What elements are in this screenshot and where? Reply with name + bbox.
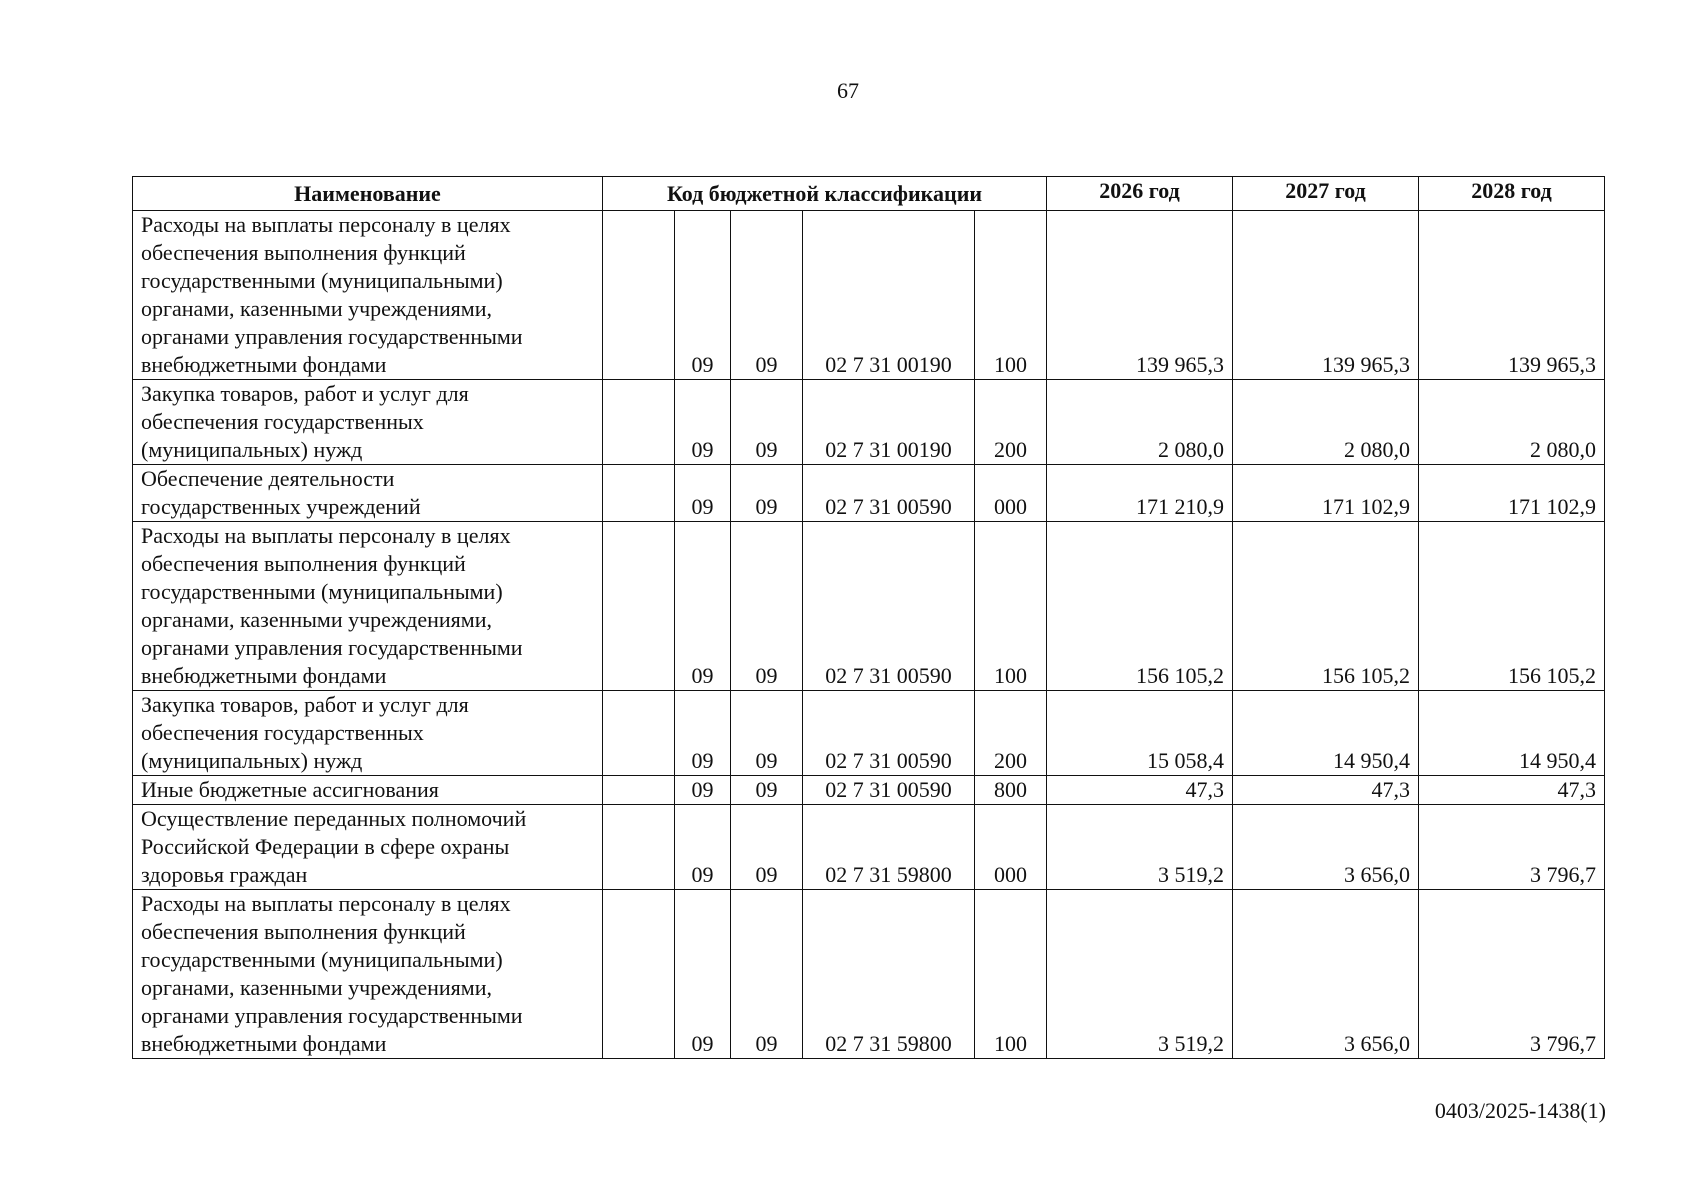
budget-table [132,176,1605,1059]
target-article-code: 02 7 31 59800 [803,805,975,890]
table-header [133,177,1605,211]
amount-2028: 139 965,3 [1419,211,1605,380]
table-row [133,890,1605,1059]
row-name-line: внебюджетными фондами [141,352,387,377]
amount-2026: 47,3 [1047,776,1233,805]
row-name-line: органами, казенными учреждениями, [141,607,492,632]
row-name-line: внебюджетными фондами [141,1031,387,1056]
section-code: 09 [675,805,731,890]
row-name-line: государственных учреждений [141,494,421,519]
row-name-line: государственными (муниципальными) [141,947,503,972]
amount-2027: 171 102,9 [1233,465,1419,522]
header-2028: 2028 год [1419,177,1605,211]
row-name [133,890,603,1059]
row-name-line: государственными (муниципальными) [141,268,503,293]
row-name-line: органами управления государственными [141,324,523,349]
row-name-line: обеспечения выполнения функций [141,919,466,944]
section-code: 09 [675,522,731,691]
section-code: 09 [675,211,731,380]
blank-cell [603,211,675,380]
section-code: 09 [675,776,731,805]
row-name-line: органами управления государственными [141,635,523,660]
row-name-line: (муниципальных) нужд [141,748,363,773]
blank-cell [603,890,675,1059]
row-name-line: обеспечения государственных [141,409,424,434]
amount-2026: 3 519,2 [1047,805,1233,890]
row-name-line: обеспечения выполнения функций [141,240,466,265]
amount-2026: 171 210,9 [1047,465,1233,522]
blank-cell [603,380,675,465]
row-name [133,465,603,522]
page-number: 67 [837,78,859,103]
expense-type-code: 100 [975,211,1047,380]
row-name-line: (муниципальных) нужд [141,437,363,462]
table-row [133,776,1605,805]
row-name-line: здоровья граждан [141,862,308,887]
row-name [133,380,603,465]
amount-2028: 2 080,0 [1419,380,1605,465]
subsection-code: 09 [731,211,803,380]
target-article-code: 02 7 31 00190 [803,211,975,380]
target-article-code: 02 7 31 00590 [803,522,975,691]
table-row [133,805,1605,890]
section-code: 09 [675,380,731,465]
expense-type-code: 100 [975,522,1047,691]
table-row [133,522,1605,691]
subsection-code: 09 [731,776,803,805]
amount-2028: 14 950,4 [1419,691,1605,776]
expense-type-code: 100 [975,890,1047,1059]
blank-cell [603,691,675,776]
amount-2027: 14 950,4 [1233,691,1419,776]
amount-2026: 156 105,2 [1047,522,1233,691]
header-2027: 2027 год [1233,177,1419,211]
subsection-code: 09 [731,522,803,691]
table-row [133,691,1605,776]
row-name-line: Расходы на выплаты персоналу в целях [141,212,511,237]
blank-cell [603,522,675,691]
expense-type-code: 800 [975,776,1047,805]
subsection-code: 09 [731,465,803,522]
table-row [133,211,1605,380]
amount-2026: 139 965,3 [1047,211,1233,380]
table-row [133,465,1605,522]
row-name-line: органами, казенными учреждениями, [141,296,492,321]
amount-2026: 2 080,0 [1047,380,1233,465]
amount-2028: 3 796,7 [1419,805,1605,890]
blank-cell [603,465,675,522]
target-article-code: 02 7 31 00190 [803,380,975,465]
target-article-code: 02 7 31 00590 [803,465,975,522]
section-code: 09 [675,465,731,522]
subsection-code: 09 [731,691,803,776]
amount-2028: 171 102,9 [1419,465,1605,522]
subsection-code: 09 [731,380,803,465]
row-name-line: Закупка товаров, работ и услуг для [141,692,469,717]
amount-2027: 139 965,3 [1233,211,1419,380]
section-code: 09 [675,691,731,776]
row-name [133,691,603,776]
header-name: Наименование [133,177,603,211]
row-name-line: Осуществление переданных полномочий [141,806,527,831]
row-name-line: обеспечения государственных [141,720,424,745]
target-article-code: 02 7 31 59800 [803,890,975,1059]
amount-2027: 2 080,0 [1233,380,1419,465]
target-article-code: 02 7 31 00590 [803,691,975,776]
row-name-line: государственными (муниципальными) [141,579,503,604]
row-name-line: Расходы на выплаты персоналу в целях [141,523,511,548]
row-name-line: Российской Федерации в сфере охраны [141,834,510,859]
row-name-line: Закупка товаров, работ и услуг для [141,381,469,406]
row-name [133,805,603,890]
row-name [133,776,603,805]
table-row [133,380,1605,465]
header-2026: 2026 год [1047,177,1233,211]
row-name [133,211,603,380]
expense-type-code: 200 [975,380,1047,465]
expense-type-code: 000 [975,465,1047,522]
blank-cell [603,776,675,805]
amount-2026: 15 058,4 [1047,691,1233,776]
amount-2028: 47,3 [1419,776,1605,805]
row-name-line: Обеспечение деятельности [141,466,395,491]
row-name [133,522,603,691]
row-name-line: внебюджетными фондами [141,663,387,688]
subsection-code: 09 [731,890,803,1059]
row-name-line: обеспечения выполнения функций [141,551,466,576]
document-code: 0403/2025-1438(1) [1434,1098,1606,1123]
amount-2027: 3 656,0 [1233,805,1419,890]
header-budget-code: Код бюджетной классификации [603,177,1047,211]
amount-2028: 156 105,2 [1419,522,1605,691]
row-name-line: органами управления государственными [141,1003,523,1028]
amount-2026: 3 519,2 [1047,890,1233,1059]
target-article-code: 02 7 31 00590 [803,776,975,805]
expense-type-code: 200 [975,691,1047,776]
row-name-line: органами, казенными учреждениями, [141,975,492,1000]
row-name-line: Расходы на выплаты персоналу в целях [141,891,511,916]
table-body [133,211,1605,1059]
amount-2027: 3 656,0 [1233,890,1419,1059]
blank-cell [603,805,675,890]
amount-2028: 3 796,7 [1419,890,1605,1059]
expense-type-code: 000 [975,805,1047,890]
amount-2027: 156 105,2 [1233,522,1419,691]
subsection-code: 09 [731,805,803,890]
amount-2027: 47,3 [1233,776,1419,805]
section-code: 09 [675,890,731,1059]
row-name-line: Иные бюджетные ассигнования [141,777,439,802]
